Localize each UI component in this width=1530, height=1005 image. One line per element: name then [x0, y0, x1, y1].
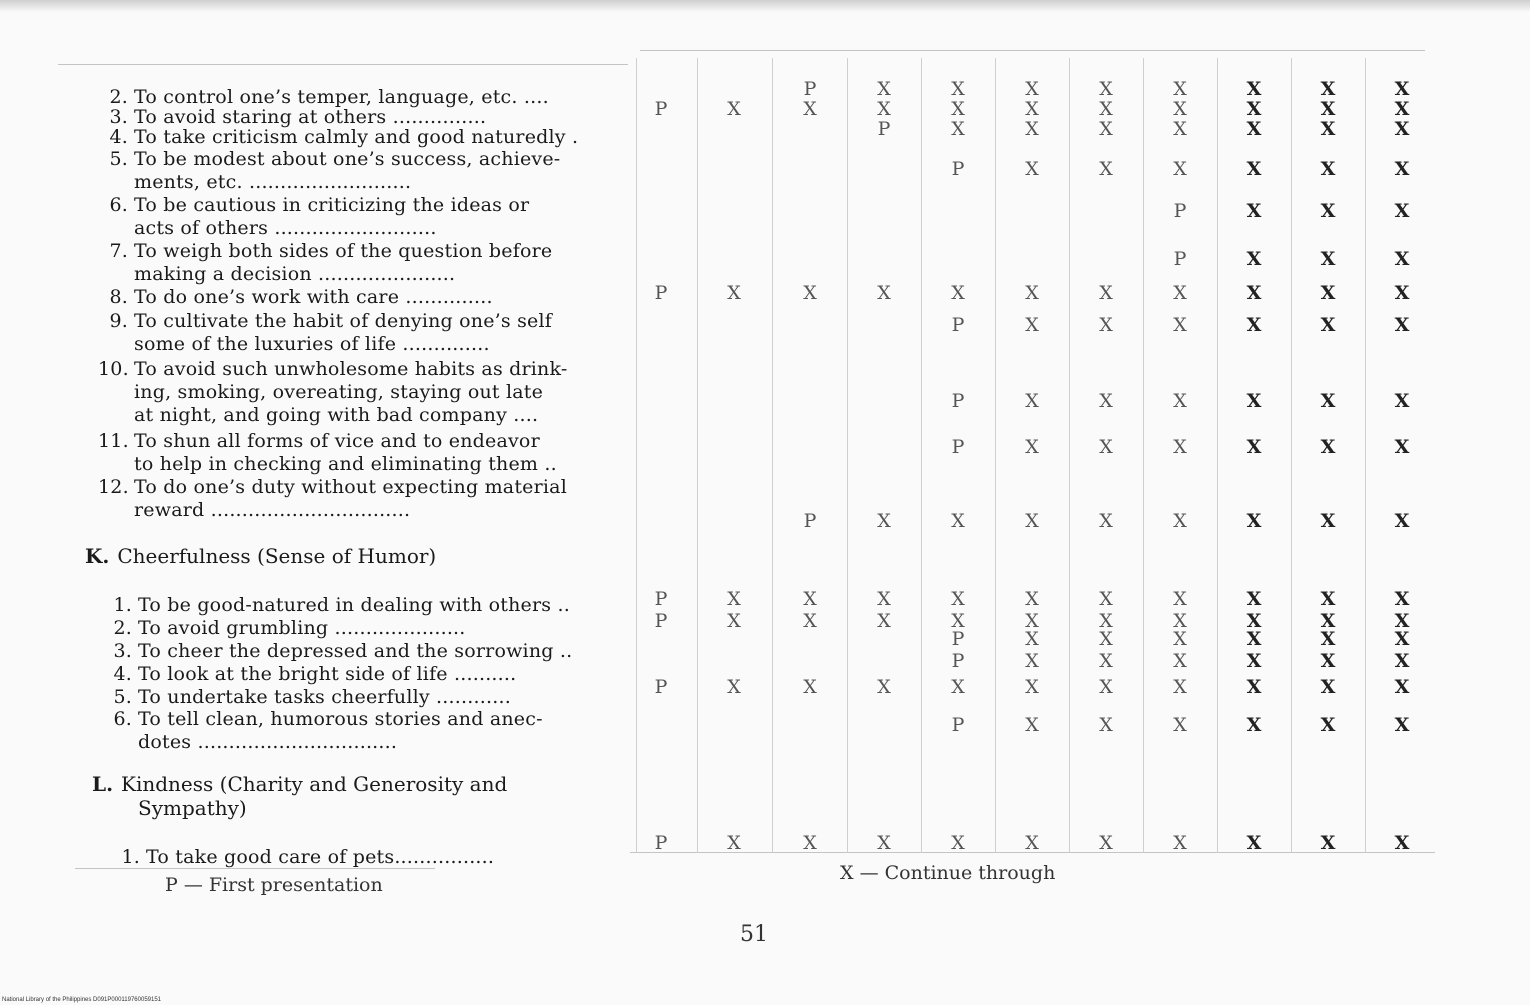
- item-number: 7.: [109, 240, 128, 262]
- continue-mark: X: [1246, 628, 1262, 650]
- section-heading: [85, 544, 436, 568]
- continue-mark: X: [877, 588, 891, 610]
- section-letter: K.: [85, 544, 110, 568]
- continue-mark: X: [1246, 832, 1262, 854]
- continue-mark: X: [1320, 510, 1336, 532]
- continue-mark: X: [1246, 436, 1262, 458]
- continue-mark: X: [1173, 98, 1187, 120]
- continue-mark: X: [1320, 628, 1336, 650]
- continue-mark: X: [1173, 676, 1187, 698]
- page-number: 51: [740, 922, 768, 947]
- continue-mark: X: [1246, 714, 1262, 736]
- item-text-line: reward ................................: [134, 499, 411, 521]
- continue-mark: X: [1025, 628, 1039, 650]
- continue-mark: X: [951, 676, 965, 698]
- continue-mark: X: [1246, 78, 1262, 100]
- continue-mark: X: [1173, 314, 1187, 336]
- continue-mark: X: [1394, 832, 1410, 854]
- continue-mark: X: [1394, 510, 1410, 532]
- continue-mark: X: [1173, 158, 1187, 180]
- continue-mark: X: [1025, 832, 1039, 854]
- continue-mark: X: [951, 282, 965, 304]
- item-text-line: To do one’s work with care ..............: [134, 286, 493, 308]
- presentation-mark: P: [1173, 200, 1187, 222]
- item-number: 5.: [109, 148, 128, 170]
- item-text-line: To cheer the depressed and the sorrowing ..: [138, 640, 573, 662]
- item-number: 6.: [113, 708, 132, 730]
- item-text-line: some of the luxuries of life ..............: [134, 333, 490, 355]
- presentation-mark: P: [654, 610, 668, 632]
- continue-mark: X: [1394, 676, 1410, 698]
- column-divider: [1069, 58, 1070, 853]
- continue-mark: X: [1246, 390, 1262, 412]
- objective-item: [98, 286, 493, 309]
- objective-item: [102, 663, 516, 686]
- continue-mark: X: [1394, 118, 1410, 140]
- continue-mark: X: [1246, 610, 1262, 632]
- continue-mark: X: [1394, 158, 1410, 180]
- item-text-line: dotes ................................: [138, 731, 398, 753]
- continue-mark: X: [951, 832, 965, 854]
- continue-mark: X: [1173, 714, 1187, 736]
- presentation-mark: P: [951, 436, 965, 458]
- item-text-line: To weigh both sides of the question before: [134, 240, 553, 262]
- legend-continue-through: X — Continue through: [840, 862, 1056, 884]
- continue-mark: X: [1099, 510, 1113, 532]
- continue-mark: X: [1099, 650, 1113, 672]
- presentation-mark: P: [1173, 248, 1187, 270]
- column-divider: [847, 58, 848, 853]
- scan-footer: National Library of the Philippines D091P000119760059151: [2, 997, 162, 1003]
- item-number: 5.: [113, 686, 132, 708]
- continue-mark: X: [1320, 610, 1336, 632]
- continue-mark: X: [1320, 314, 1336, 336]
- continue-mark: X: [1025, 98, 1039, 120]
- continue-mark: X: [1246, 314, 1262, 336]
- continue-mark: X: [727, 832, 741, 854]
- continue-mark: X: [1320, 676, 1336, 698]
- continue-mark: X: [1099, 78, 1113, 100]
- continue-mark: X: [1099, 610, 1113, 632]
- continue-mark: X: [1025, 510, 1039, 532]
- item-number: 3.: [109, 106, 128, 128]
- continue-mark: X: [1320, 282, 1336, 304]
- continue-mark: X: [1099, 832, 1113, 854]
- item-text-line: To avoid grumbling .....................: [138, 617, 466, 639]
- presentation-mark: P: [951, 650, 965, 672]
- presentation-mark: P: [951, 314, 965, 336]
- continue-mark: X: [1025, 118, 1039, 140]
- objective-item: [110, 846, 494, 869]
- continue-mark: X: [1173, 510, 1187, 532]
- item-number: 4.: [109, 126, 128, 148]
- item-text-line: ing, smoking, overeating, staying out late: [134, 381, 544, 403]
- continue-mark: X: [1394, 436, 1410, 458]
- continue-mark: X: [1320, 78, 1336, 100]
- objective-item: [102, 708, 543, 754]
- continue-mark: X: [1394, 610, 1410, 632]
- continue-mark: X: [877, 832, 891, 854]
- continue-mark: X: [1320, 118, 1336, 140]
- objective-item: [98, 194, 529, 240]
- continue-mark: X: [877, 610, 891, 632]
- presentation-mark: P: [803, 510, 817, 532]
- continue-mark: X: [1025, 314, 1039, 336]
- objective-item: [102, 640, 572, 663]
- continue-mark: X: [1394, 390, 1410, 412]
- continue-mark: X: [727, 676, 741, 698]
- continue-mark: X: [1246, 158, 1262, 180]
- continue-mark: X: [803, 610, 817, 632]
- item-number: 2.: [109, 86, 128, 108]
- item-number: 10.: [98, 358, 129, 380]
- continue-mark: X: [1099, 98, 1113, 120]
- item-text-line: To avoid such unwholesome habits as drink-: [134, 358, 568, 380]
- continue-mark: X: [1246, 282, 1262, 304]
- continue-mark: X: [1394, 248, 1410, 270]
- continue-mark: X: [1099, 314, 1113, 336]
- continue-mark: X: [1246, 248, 1262, 270]
- continue-mark: X: [1173, 832, 1187, 854]
- continue-mark: X: [1025, 610, 1039, 632]
- item-text-line: ments, etc. ..........................: [134, 171, 412, 193]
- objective-item: [102, 617, 466, 640]
- item-text-line: To be modest about one’s success, achieve-: [134, 148, 561, 170]
- continue-mark: X: [1320, 158, 1336, 180]
- presentation-mark: P: [877, 118, 891, 140]
- item-number: 2.: [113, 617, 132, 639]
- continue-mark: X: [1394, 200, 1410, 222]
- item-number: 4.: [113, 663, 132, 685]
- column-divider: [697, 58, 698, 853]
- item-text-line: To avoid staring at others ...............: [134, 106, 487, 128]
- continue-mark: X: [727, 610, 741, 632]
- presentation-mark: P: [951, 158, 965, 180]
- continue-mark: X: [1320, 714, 1336, 736]
- continue-mark: X: [877, 676, 891, 698]
- continue-mark: X: [1320, 390, 1336, 412]
- continue-mark: X: [803, 676, 817, 698]
- legend-first-presentation: P — First presentation: [165, 874, 383, 896]
- continue-mark: X: [1099, 676, 1113, 698]
- objective-item: [98, 310, 552, 356]
- continue-mark: X: [1246, 588, 1262, 610]
- column-divider: [1217, 58, 1218, 853]
- column-divider: [772, 58, 773, 853]
- continue-mark: X: [951, 510, 965, 532]
- column-divider: [1291, 58, 1292, 853]
- item-text-line: To tell clean, humorous stories and anec-: [138, 708, 543, 730]
- column-divider: [1143, 58, 1144, 853]
- item-number: 9.: [109, 310, 128, 332]
- continue-mark: X: [951, 98, 965, 120]
- continue-mark: X: [1173, 78, 1187, 100]
- presentation-mark: P: [951, 628, 965, 650]
- continue-mark: X: [1394, 714, 1410, 736]
- continue-mark: X: [1025, 158, 1039, 180]
- section-title: Kindness (Charity and Generosity and: [121, 772, 508, 796]
- continue-mark: X: [1394, 650, 1410, 672]
- item-text-line: to help in checking and eliminating them ..: [134, 453, 557, 475]
- continue-mark: X: [951, 588, 965, 610]
- continue-mark: X: [1394, 588, 1410, 610]
- objective-item: [102, 686, 511, 709]
- continue-mark: X: [1320, 832, 1336, 854]
- column-divider: [1365, 58, 1366, 853]
- item-number: 1.: [113, 594, 132, 616]
- section-title-line2: Sympathy): [138, 796, 247, 820]
- presentation-mark: P: [654, 282, 668, 304]
- continue-mark: X: [1099, 588, 1113, 610]
- continue-mark: X: [1173, 610, 1187, 632]
- continue-mark: X: [803, 588, 817, 610]
- continue-mark: X: [1246, 676, 1262, 698]
- column-divider: [636, 58, 637, 853]
- item-text-line: To shun all forms of vice and to endeavor: [134, 430, 540, 452]
- continue-mark: X: [1394, 628, 1410, 650]
- continue-mark: X: [727, 98, 741, 120]
- item-text-line: making a decision ......................: [134, 263, 456, 285]
- continue-mark: X: [877, 78, 891, 100]
- section-letter: L.: [92, 772, 114, 796]
- continue-mark: X: [1173, 436, 1187, 458]
- continue-mark: X: [1025, 588, 1039, 610]
- objective-item: [98, 126, 578, 149]
- objective-item: [98, 240, 552, 286]
- continue-mark: X: [1246, 650, 1262, 672]
- continue-mark: X: [1394, 282, 1410, 304]
- table-top-rule-right: [640, 50, 1425, 51]
- continue-mark: X: [1173, 650, 1187, 672]
- column-divider: [995, 58, 996, 853]
- continue-mark: X: [1099, 158, 1113, 180]
- item-text-line: at night, and going with bad company ....: [134, 404, 539, 426]
- item-text-line: To undertake tasks cheerfully ............: [138, 686, 511, 708]
- continue-mark: X: [1173, 118, 1187, 140]
- objective-item: [98, 148, 560, 194]
- presentation-mark: P: [654, 588, 668, 610]
- section-title: Cheerfulness (Sense of Humor): [117, 544, 437, 568]
- item-number: 3.: [113, 640, 132, 662]
- objective-item: [98, 358, 568, 427]
- presentation-mark: P: [803, 78, 817, 100]
- table-top-rule-left: [58, 64, 628, 65]
- objective-item: [102, 594, 570, 617]
- presentation-mark: P: [654, 98, 668, 120]
- continue-mark: X: [1320, 248, 1336, 270]
- continue-mark: X: [1246, 98, 1262, 120]
- item-text-line: acts of others ..........................: [134, 217, 437, 239]
- continue-mark: X: [1246, 510, 1262, 532]
- presentation-mark: P: [654, 832, 668, 854]
- continue-mark: X: [1320, 650, 1336, 672]
- continue-mark: X: [1320, 588, 1336, 610]
- continue-mark: X: [1173, 588, 1187, 610]
- continue-mark: X: [1025, 282, 1039, 304]
- section-heading: [92, 772, 507, 820]
- item-number: 6.: [109, 194, 128, 216]
- objective-item: [98, 430, 557, 476]
- continue-mark: X: [877, 98, 891, 120]
- item-number: 1.: [121, 846, 140, 868]
- continue-mark: X: [877, 282, 891, 304]
- continue-mark: X: [727, 282, 741, 304]
- continue-mark: X: [1320, 98, 1336, 120]
- presentation-mark: P: [654, 676, 668, 698]
- column-divider: [921, 58, 922, 853]
- continue-mark: X: [1025, 714, 1039, 736]
- item-number: 12.: [98, 476, 129, 498]
- continue-mark: X: [1099, 714, 1113, 736]
- continue-mark: X: [1394, 78, 1410, 100]
- item-number: 11.: [98, 430, 129, 452]
- presentation-mark: P: [951, 714, 965, 736]
- continue-mark: X: [1173, 282, 1187, 304]
- continue-mark: X: [1025, 650, 1039, 672]
- continue-mark: X: [1025, 436, 1039, 458]
- continue-mark: X: [803, 832, 817, 854]
- continue-mark: X: [951, 610, 965, 632]
- continue-mark: X: [727, 588, 741, 610]
- continue-mark: X: [1025, 390, 1039, 412]
- continue-mark: X: [1246, 118, 1262, 140]
- item-text-line: To look at the bright side of life ..........: [138, 663, 517, 685]
- item-text-line: To do one’s duty without expecting material: [134, 476, 567, 498]
- continue-mark: X: [1099, 282, 1113, 304]
- objective-item: [98, 476, 567, 522]
- continue-mark: X: [1025, 78, 1039, 100]
- continue-mark: X: [1173, 390, 1187, 412]
- continue-mark: X: [1099, 118, 1113, 140]
- continue-mark: X: [1099, 390, 1113, 412]
- item-text-line: To cultivate the habit of denying one’s self: [134, 310, 553, 332]
- item-text-line: To be good-natured in dealing with others ..: [138, 594, 570, 616]
- continue-mark: X: [1099, 436, 1113, 458]
- continue-mark: X: [951, 118, 965, 140]
- item-text-line: To take criticism calmly and good naturedly .: [134, 126, 579, 148]
- continue-mark: X: [1394, 314, 1410, 336]
- continue-mark: X: [951, 78, 965, 100]
- continue-mark: X: [1099, 628, 1113, 650]
- continue-mark: X: [1394, 98, 1410, 120]
- continue-mark: X: [803, 98, 817, 120]
- continue-mark: X: [1320, 200, 1336, 222]
- item-text-line: To control one’s temper, language, etc. ....: [134, 86, 549, 108]
- item-number: 8.: [109, 286, 128, 308]
- presentation-mark: P: [951, 390, 965, 412]
- item-text-line: To be cautious in criticizing the ideas or: [134, 194, 530, 216]
- item-text-line: To take good care of pets................: [146, 846, 495, 868]
- continue-mark: X: [877, 510, 891, 532]
- continue-mark: X: [1246, 200, 1262, 222]
- continue-mark: X: [1025, 676, 1039, 698]
- continue-mark: X: [1320, 436, 1336, 458]
- continue-mark: X: [1173, 628, 1187, 650]
- continue-mark: X: [803, 282, 817, 304]
